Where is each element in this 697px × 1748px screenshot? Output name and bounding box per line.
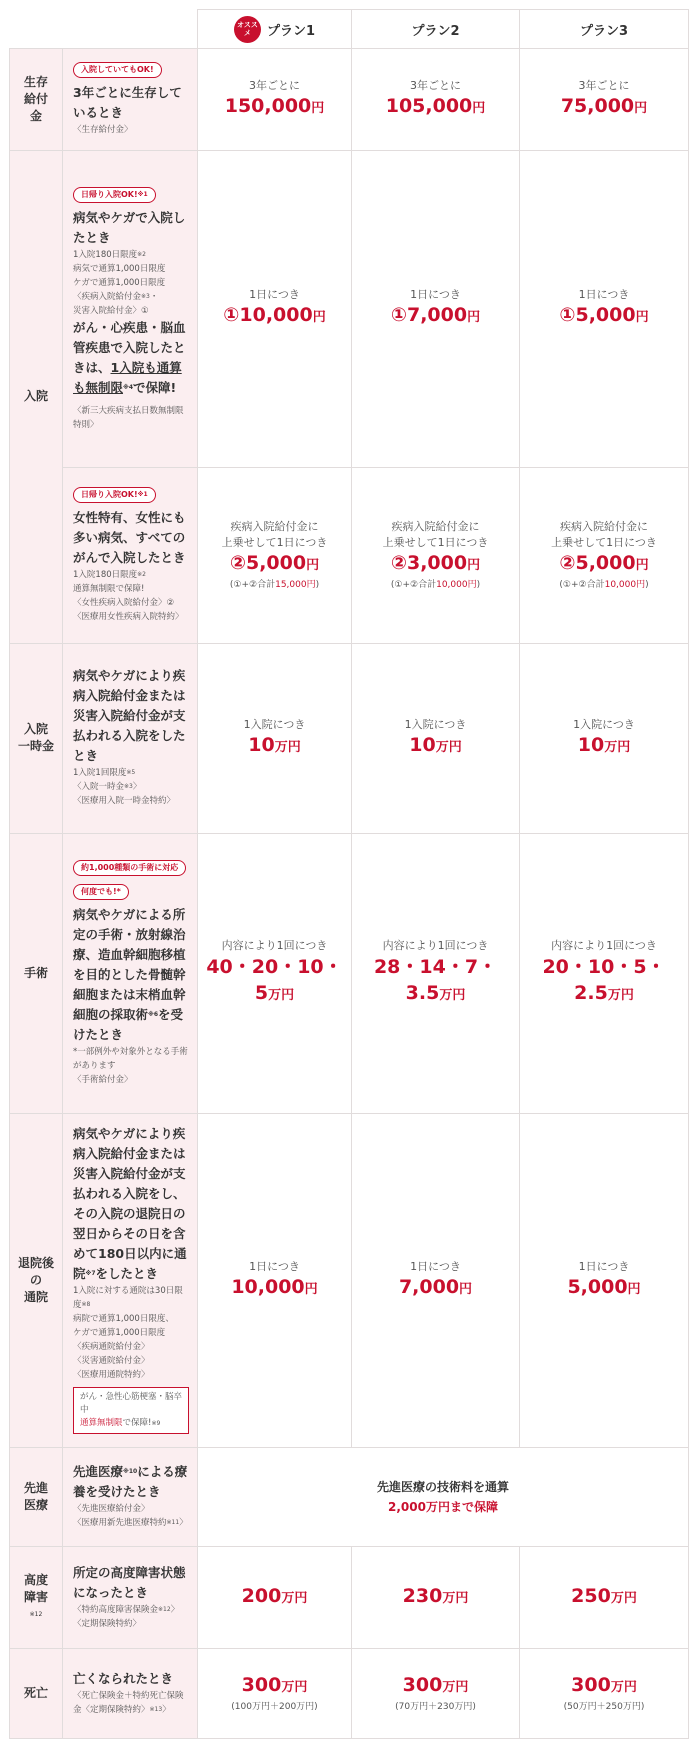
hospital-a-amount-1 — [198, 303, 351, 330]
disability-amount-3 — [520, 1584, 688, 1611]
cond2-text: がん・心疾患・脳血管疾患で入院したときは、 — [73, 319, 186, 375]
unit: 万円 — [281, 1680, 308, 1696]
unit: 円 — [306, 557, 320, 573]
disability-p2: 230 — [402, 1585, 443, 1608]
outpatient-amount-2 — [352, 1275, 519, 1302]
note-tail: 〉 — [179, 1517, 188, 1528]
outpatient-category-line3: 通院 — [23, 1289, 48, 1304]
survival-p2: 105,000 — [385, 94, 473, 117]
lump-p1: 10 — [248, 733, 275, 756]
surgery-row — [10, 833, 689, 1113]
cond-tail: による療養を受けたとき — [73, 1463, 188, 1499]
hospital-b-plan1 — [198, 467, 352, 643]
surgery-tag1: 約1,000種類の手術に対応 — [73, 860, 186, 876]
cond-text: 病気やケガにより疾病入院給付金または災害入院給付金が支払われる入院をし、その入院の退院日の翌日からその日を含めて180日以内に通院 — [73, 1126, 187, 1282]
surgery-category-label: 手術 — [23, 965, 48, 980]
unit: 円 — [635, 310, 649, 326]
note-text: 〈入院一時金 — [73, 782, 125, 793]
hospital-b-prefix2: 上乗せして1日につき — [551, 535, 657, 549]
limit-text: 1入院に対する通院は30日限度 — [73, 1286, 183, 1311]
total-value: 15,000円 — [275, 579, 316, 590]
outpatient-plan1 — [198, 1113, 352, 1447]
survival-amount-2 — [352, 94, 519, 121]
hospital-a-prefix: 1日につき — [578, 288, 630, 302]
advanced-merged-line2: 2,000万円まで保障 — [388, 1499, 498, 1514]
unit: 万円 — [604, 739, 631, 755]
ref: ※3 — [141, 292, 150, 300]
death-breakdown-3: (50万円＋250万円) — [563, 1702, 645, 1713]
surgery-p3-line1: 20・10・5・ — [542, 956, 666, 979]
hospital-b-prefix2: 上乗せして1日につき — [221, 535, 328, 549]
ref: ※10 — [123, 1467, 138, 1475]
death-amount-1 — [198, 1673, 351, 1700]
outpatient-plan3 — [520, 1113, 689, 1447]
disability-category-line1: 高度 — [23, 1573, 48, 1588]
hospital-row-a — [10, 150, 689, 467]
unit: 円 — [459, 1281, 473, 1297]
plan3-label: プラン3 — [579, 23, 629, 39]
disability-plan3 — [520, 1546, 689, 1649]
lump-category — [10, 643, 63, 833]
hospital-a-note3 — [73, 290, 189, 304]
disability-category — [10, 1546, 63, 1649]
outpatient-category-line1: 退院後 — [17, 1255, 54, 1270]
hospital-b-note3: 〈医療用女性疾病入院特約〉 — [73, 612, 184, 623]
hospital-b-plan2 — [352, 467, 520, 643]
outpatient-plan2 — [352, 1113, 520, 1447]
hospital-b-prefix1: 疾病入院給付金に — [560, 519, 648, 533]
advanced-category-line2: 医療 — [23, 1497, 48, 1512]
outpatient-prefix: 1日につき — [249, 1259, 300, 1273]
advanced-merged-line1: 先進医療の技術料を通算 — [376, 1479, 509, 1494]
death-p1: 300 — [241, 1674, 282, 1697]
lump-p2: 10 — [409, 733, 436, 756]
plan3-header — [520, 10, 689, 49]
note-text: 〈疾病入院給付金 — [73, 291, 142, 302]
surgery-prefix: 内容により1回につき — [382, 939, 489, 953]
hospital-b-tag — [73, 487, 156, 503]
ref: ※7 — [85, 1270, 96, 1278]
advanced-condition — [73, 1462, 189, 1502]
hospital-b-amount-2 — [352, 551, 519, 578]
hospital-a-p3: 5,000 — [575, 304, 636, 327]
surgery-p1-value: 5 — [254, 982, 269, 1005]
hospital-b-amount-3 — [520, 551, 688, 578]
hospital-a-tag-text: 日帰り入院OK! — [81, 189, 138, 199]
hospital-b-prefix2: 上乗せして1日につき — [382, 535, 489, 549]
lump-category-line1: 入院 — [23, 722, 48, 737]
note-text: 〈医療用新先進医療特約 — [73, 1517, 167, 1528]
total-label: (①+②合計 — [559, 579, 605, 590]
unit: 円 — [311, 100, 325, 116]
survival-amount-1 — [198, 94, 351, 121]
limit-text: 1入院180日限度 — [73, 249, 138, 260]
hospital-b-p1: 5,000 — [245, 551, 307, 574]
survival-plan3 — [520, 49, 689, 151]
total-label: (①+②合計 — [390, 579, 437, 590]
survival-row — [10, 49, 689, 151]
death-breakdown-1: (100万円＋200万円) — [231, 1702, 318, 1713]
death-category-label: 死亡 — [23, 1686, 48, 1701]
disability-p3: 250 — [571, 1585, 611, 1608]
surgery-plan2 — [352, 833, 520, 1113]
outpatient-condition — [73, 1124, 189, 1284]
outpatient-note5: 〈医療用通院特約〉 — [73, 1370, 150, 1381]
death-row — [10, 1649, 689, 1739]
note-tail: ・ — [149, 291, 159, 302]
disability-row — [10, 1546, 689, 1649]
cond-tail: をしたとき — [95, 1266, 159, 1282]
survival-tag: 入院していてもOK! — [73, 62, 162, 78]
advanced-category-line1: 先進 — [23, 1480, 48, 1495]
outpatient-p1: 10,000 — [231, 1275, 305, 1298]
ref: ※11 — [166, 1518, 180, 1526]
lump-amount-1 — [198, 733, 351, 760]
lump-plan1 — [198, 643, 352, 833]
surgery-note1: *一部例外や対象外となる手術があります — [73, 1047, 188, 1072]
disability-amount-1 — [198, 1584, 351, 1611]
outpatient-desc — [63, 1113, 198, 1447]
ref: ※3 — [124, 783, 133, 791]
hospital-a-amount-3 — [520, 303, 688, 330]
hospital-b-prefix1: 疾病入院給付金に — [230, 519, 319, 533]
hospital-a-limit — [73, 248, 189, 262]
survival-condition: 3年ごとに生存しているとき — [73, 85, 182, 121]
outpatient-note3: 〈疾病通院給付金〉 — [73, 1342, 150, 1353]
cond-text: 先進医療 — [73, 1463, 124, 1479]
cond2-underline: 1入院も通算も無制限 — [73, 359, 182, 395]
total-close: ) — [315, 579, 320, 590]
unit: 円 — [627, 1281, 641, 1297]
death-note1 — [73, 1689, 189, 1717]
hospital-a-plan2 — [352, 150, 520, 467]
mark: ① — [390, 304, 407, 327]
outpatient-limit — [73, 1284, 189, 1312]
unit: 万円 — [607, 988, 634, 1004]
surgery-p3-value: 2.5 — [574, 982, 608, 1005]
death-p3: 300 — [571, 1674, 611, 1697]
disability-desc — [63, 1546, 198, 1649]
disability-note2: 〈定期保険特約〉 — [73, 1618, 142, 1629]
surgery-p1-line1: 40・20・10・ — [206, 956, 343, 979]
ref: ※13 — [149, 1705, 163, 1713]
hospital-category — [10, 150, 63, 643]
surgery-prefix: 内容により1回につき — [551, 939, 657, 953]
ref: ※4 — [123, 383, 134, 391]
hospital-b-tag-text: 日帰り入院OK! — [81, 490, 138, 500]
mark: ② — [229, 551, 246, 574]
unit: 万円 — [442, 1591, 469, 1607]
hospital-a-p1: 10,000 — [239, 304, 313, 327]
surgery-category — [10, 833, 63, 1113]
ref: ※1 — [137, 491, 148, 499]
survival-prefix: 3年ごとに — [249, 78, 300, 92]
plan1-header — [198, 10, 352, 49]
disability-amount-2 — [352, 1584, 519, 1611]
lump-prefix: 1入院につき — [243, 717, 306, 731]
survival-plan1 — [198, 49, 352, 151]
surgery-p2-value: 3.5 — [405, 982, 440, 1005]
ref: ※2 — [137, 571, 146, 579]
survival-category-label: 生存給付金 — [23, 74, 48, 123]
disability-p1: 200 — [241, 1585, 282, 1608]
hospital-b-p3: 5,000 — [575, 551, 636, 574]
hospital-b-total-2 — [352, 578, 519, 592]
disability-category-ref: ※12 — [29, 1611, 43, 1619]
survival-p3: 75,000 — [560, 94, 635, 117]
hospital-a-condition: 病気やケガで入院したとき — [73, 209, 186, 245]
lump-note1 — [73, 780, 189, 794]
hospital-b-total-1 — [198, 578, 351, 592]
lump-amount-3 — [520, 733, 688, 760]
coverage-table — [9, 9, 689, 1739]
cond-text: 病気やケガによる所定の手術・放射線治療、造血幹細胞移植を目的とした骨髄幹細胞または末梢血幹細胞の採取術 — [73, 907, 186, 1023]
disability-note1 — [73, 1603, 189, 1617]
advanced-note1: 〈先進医療給付金〉 — [73, 1503, 150, 1514]
disability-plan2 — [352, 1546, 520, 1649]
surgery-note2: 〈手術給付金〉 — [73, 1075, 133, 1086]
unit: 万円 — [268, 988, 295, 1004]
disability-condition: 所定の高度障害状態になったとき — [73, 1564, 186, 1600]
box-tail: で保障! — [122, 1418, 152, 1429]
surgery-p2-line2 — [352, 980, 519, 1008]
surgery-p2-line1: 28・14・7・ — [373, 956, 498, 979]
unit: 万円 — [281, 1591, 308, 1607]
hospital-a-note1: 病気で通算1,000日限度 — [73, 263, 166, 274]
limit-text: 1入院180日限度 — [73, 570, 138, 581]
lump-amount-2 — [352, 733, 519, 760]
hospital-b-plan3 — [520, 467, 689, 643]
unit: 万円 — [610, 1591, 637, 1607]
lump-condition: 病気やケガにより疾病入院給付金または災害入院給付金が支払われる入院をしたとき — [73, 668, 186, 764]
lump-note2: 〈医療用入院一時金特約〉 — [73, 796, 176, 807]
hospital-b-condition: 女性特有、女性にも多い病気、すべてのがんで入院したとき — [73, 510, 186, 566]
hospital-a-note2: ケガで通算1,000日限度 — [73, 277, 166, 288]
death-plan3 — [520, 1649, 689, 1739]
mark: ② — [559, 551, 576, 574]
outpatient-row — [10, 1113, 689, 1447]
hospital-a-note4: 災害入院給付金〉① — [73, 305, 149, 316]
unit: 円 — [312, 310, 326, 326]
recommend-badge: オスス メ — [234, 16, 261, 43]
hospital-b-amount-1 — [198, 551, 351, 578]
ref: ※9 — [151, 1420, 161, 1428]
death-breakdown-2: (70万円＋230万円) — [395, 1702, 476, 1713]
surgery-p3-line2 — [520, 980, 688, 1008]
total-value: 10,000円 — [436, 579, 477, 590]
survival-category — [10, 49, 63, 151]
surgery-plan3 — [520, 833, 689, 1113]
hospital-b-total-3 — [520, 578, 688, 592]
unit: 万円 — [274, 739, 301, 755]
outpatient-amount-3 — [520, 1275, 688, 1302]
hospital-b-desc — [63, 467, 198, 643]
surgery-p1-line2 — [198, 980, 351, 1008]
hospital-a-prefix: 1日につき — [410, 288, 461, 302]
outpatient-p2: 7,000 — [398, 1275, 460, 1298]
outpatient-note4: 〈災害通院給付金〉 — [73, 1356, 150, 1367]
survival-desc — [63, 49, 198, 151]
outpatient-category-line2: の — [29, 1272, 42, 1287]
outpatient-note1: 病院で通算1,000日限度、 — [73, 1314, 174, 1325]
hospital-b-note2: 〈女性疾病入院給付金〉② — [73, 598, 175, 609]
note-text: 〈特約高度障害保険金 — [73, 1604, 159, 1615]
advanced-row — [10, 1447, 689, 1546]
death-condition: 亡くなられたとき — [73, 1670, 174, 1686]
surgery-tag2: 何度でも!* — [73, 884, 129, 900]
unit: 円 — [635, 557, 649, 573]
outpatient-prefix: 1日につき — [410, 1259, 461, 1273]
hospital-a-tag — [73, 187, 156, 203]
mark: ② — [390, 551, 407, 574]
surgery-prefix: 内容により1回につき — [221, 939, 328, 953]
hospital-b-limit — [73, 568, 189, 582]
unit: 万円 — [435, 739, 462, 755]
death-amount-3 — [520, 1673, 688, 1700]
ref: ※2 — [137, 250, 146, 258]
header-row — [10, 10, 689, 49]
survival-prefix: 3年ごとに — [410, 78, 461, 92]
hospital-a-note5: 〈新三大疾病支払日数無制限特則〉 — [73, 405, 184, 430]
disability-plan1 — [198, 1546, 352, 1649]
advanced-merged — [198, 1447, 689, 1546]
death-desc — [63, 1649, 198, 1739]
unit: 万円 — [610, 1680, 637, 1696]
lump-row — [10, 643, 689, 833]
mark: ① — [223, 304, 240, 327]
plan1-label: プラン1 — [266, 23, 316, 39]
ref: ※1 — [137, 190, 148, 198]
total-close: ) — [645, 579, 649, 590]
advanced-note2 — [73, 1516, 189, 1530]
surgery-condition — [73, 905, 189, 1045]
unit: 円 — [472, 100, 486, 116]
lump-prefix: 1入院につき — [573, 717, 635, 731]
disability-category-line2: 障害 — [23, 1590, 48, 1605]
death-plan1 — [198, 1649, 352, 1739]
plan2-label: プラン2 — [411, 23, 460, 39]
total-close: ) — [476, 579, 481, 590]
mark: ① — [559, 304, 576, 327]
hospital-a-desc — [63, 150, 198, 467]
surgery-plan1 — [198, 833, 352, 1113]
lump-plan2 — [352, 643, 520, 833]
outpatient-note2: ケガで通算1,000日限度 — [73, 1328, 166, 1339]
note-tail: 〉 — [170, 1604, 180, 1615]
survival-amount-3 — [520, 94, 688, 121]
unit: 円 — [467, 557, 481, 573]
outpatient-prefix: 1日につき — [578, 1259, 630, 1273]
hospital-b-prefix1: 疾病入院給付金に — [391, 519, 480, 533]
lump-category-line2: 一時金 — [17, 739, 54, 754]
cond2-tail: で保障! — [133, 379, 177, 395]
hospital-a-plan1 — [198, 150, 352, 467]
note-tail: 〉 — [162, 1704, 171, 1715]
advanced-desc — [63, 1447, 198, 1546]
lump-limit — [73, 766, 189, 780]
limit-text: 1入院1回限度 — [73, 768, 127, 779]
survival-prefix: 3年ごとに — [578, 78, 630, 92]
hospital-a-prefix: 1日につき — [249, 288, 300, 302]
ref: ※6 — [148, 1011, 159, 1019]
lump-plan3 — [520, 643, 689, 833]
death-plan2 — [352, 1649, 520, 1739]
hospital-row-b — [10, 467, 689, 643]
surgery-desc — [63, 833, 198, 1113]
header-blank — [10, 10, 198, 49]
lump-p3: 10 — [577, 733, 605, 756]
box-red: 通算無制限 — [80, 1418, 123, 1429]
death-p2: 300 — [402, 1674, 443, 1697]
lump-desc — [63, 643, 198, 833]
hospital-b-note1: 通算無制限で保障! — [73, 584, 145, 595]
unit: 万円 — [442, 1680, 469, 1696]
ref: ※5 — [126, 769, 136, 777]
unit: 円 — [304, 1281, 318, 1297]
lump-prefix: 1入院につき — [404, 717, 467, 731]
box-text: がん・急性心筋梗塞・脳卒中 — [80, 1392, 183, 1416]
ref: ※12 — [158, 1605, 171, 1613]
advanced-category — [10, 1447, 63, 1546]
death-amount-2 — [352, 1673, 519, 1700]
cond-tail: を受けたとき — [73, 1007, 184, 1043]
death-category — [10, 1649, 63, 1739]
total-label: (①+②合計 — [229, 579, 276, 590]
survival-note: 〈生存給付金〉 — [73, 125, 133, 136]
outpatient-highlight-box — [73, 1387, 189, 1434]
hospital-b-p2: 3,000 — [406, 551, 468, 574]
outpatient-p3: 5,000 — [567, 1275, 628, 1298]
survival-p1: 150,000 — [224, 94, 312, 117]
hospital-a-condition2 — [73, 318, 189, 398]
survival-plan2 — [352, 49, 520, 151]
note-text: 〈死亡保険金＋特約死亡保険金〈定期保険特約〉 — [73, 1690, 184, 1715]
ref: ※8 — [81, 1301, 91, 1309]
hospital-category-label: 入院 — [23, 389, 48, 404]
outpatient-amount-1 — [198, 1275, 351, 1302]
unit: 円 — [467, 310, 481, 326]
unit: 万円 — [439, 988, 466, 1004]
note-tail: 〉 — [132, 782, 142, 793]
total-value: 10,000円 — [604, 579, 646, 590]
plan2-header — [352, 10, 520, 49]
hospital-a-p2: 7,000 — [406, 304, 468, 327]
hospital-a-plan3 — [520, 150, 689, 467]
outpatient-category — [10, 1113, 63, 1447]
unit: 円 — [634, 100, 648, 116]
hospital-a-amount-2 — [352, 303, 519, 330]
